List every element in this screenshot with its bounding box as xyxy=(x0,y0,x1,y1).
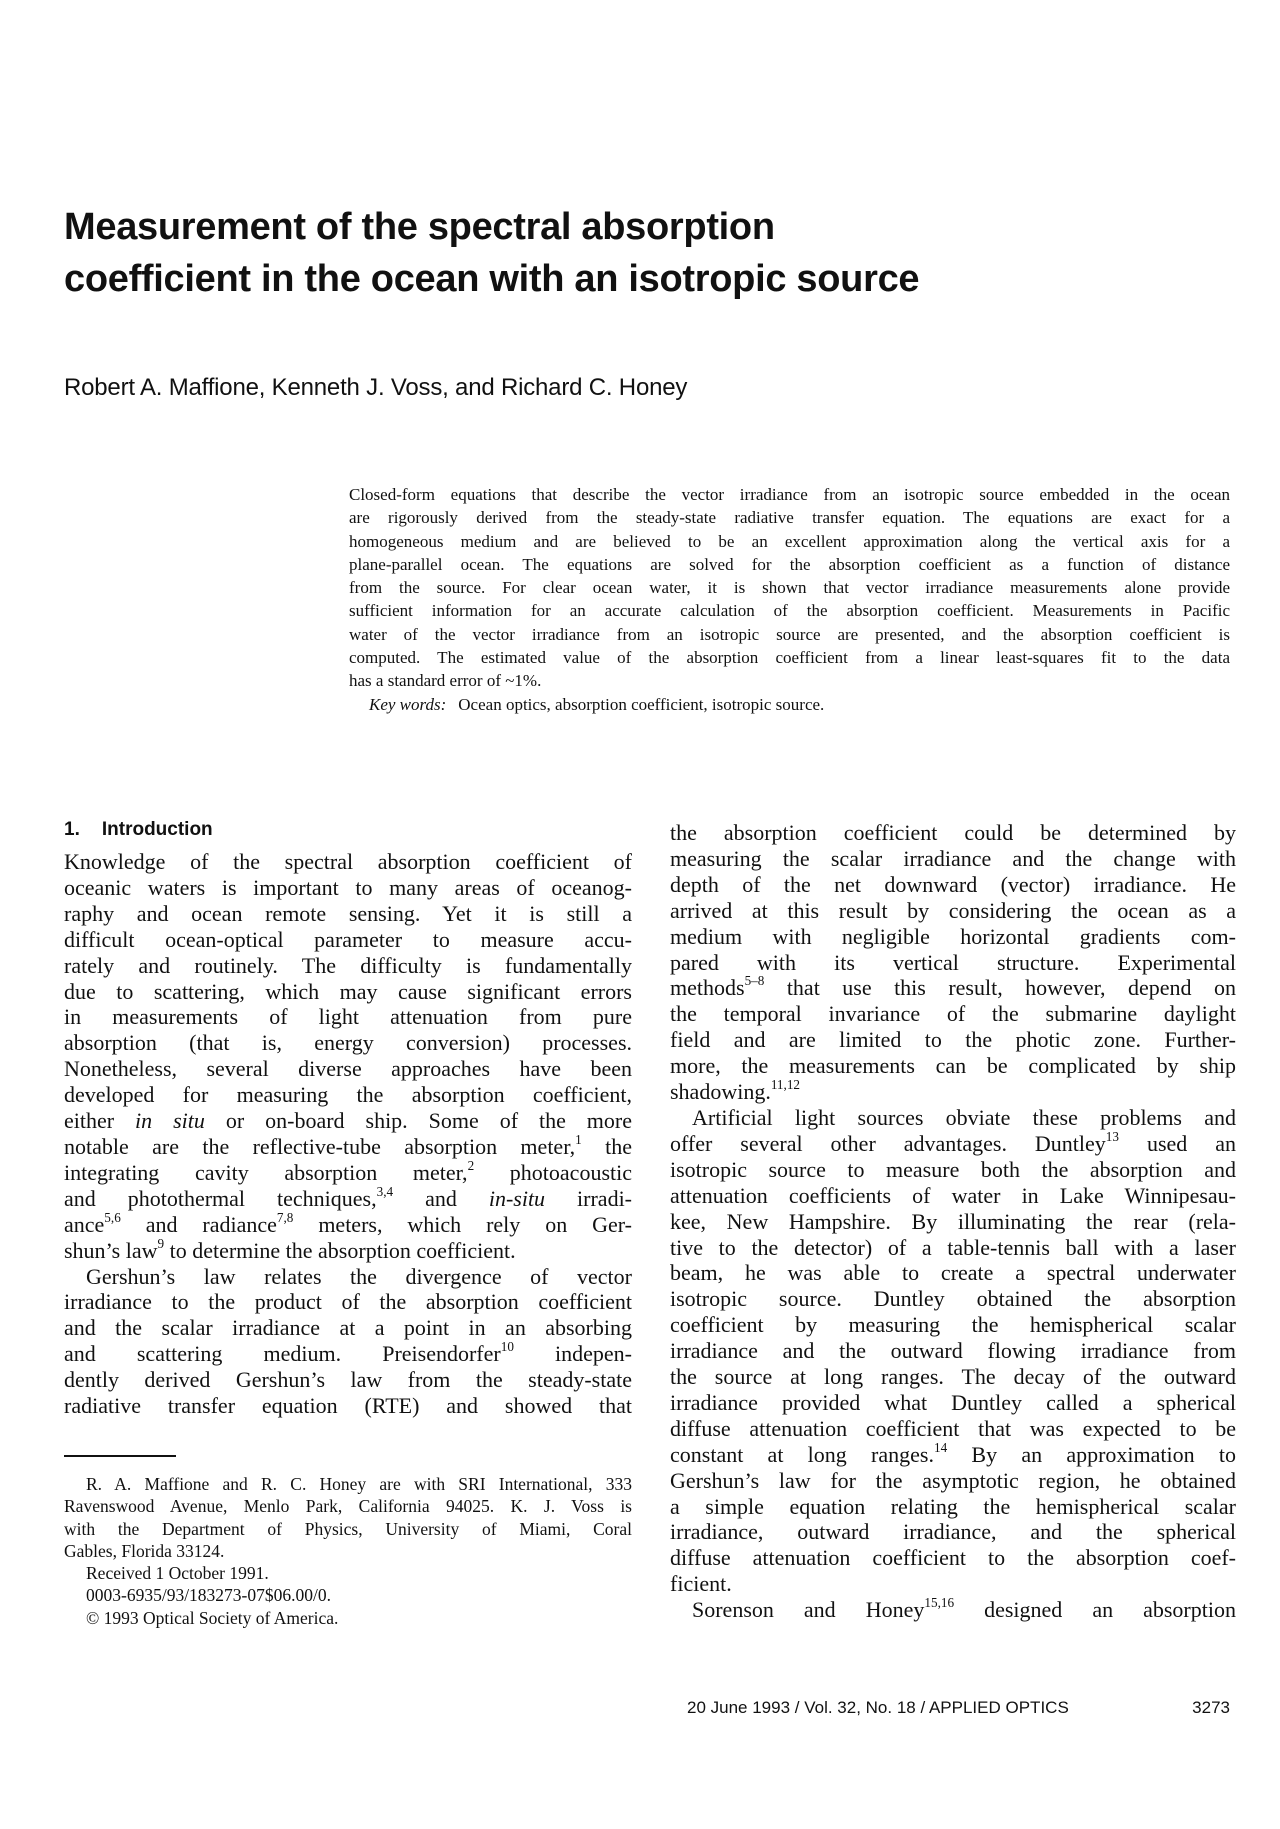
text-run: measuring the scalar irradiance and the change with xyxy=(670,845,1236,871)
text-run: medium with negligible horizontal gradients com- xyxy=(670,923,1236,949)
text-line xyxy=(670,1545,1236,1571)
text-run: or on-board ship. Some of the more xyxy=(204,1108,633,1134)
citation-superscript: 10 xyxy=(500,1339,514,1355)
text-line xyxy=(64,1004,632,1030)
text-run: Closed-form equations that describe the vector irradiance from an isotropic source embedded in the ocean xyxy=(349,485,1230,504)
text-run: the absorption coefficient could be determined by xyxy=(670,820,1236,845)
text-run: isotropic source to measure both the absorption and xyxy=(670,1156,1236,1182)
text-line xyxy=(349,576,1230,599)
page-footer xyxy=(687,1697,1230,1719)
text-run: Nonetheless, several diverse approaches have been xyxy=(64,1056,632,1082)
section-number: 1. xyxy=(64,819,80,840)
text-run: absorption (that is, energy conversion) processes. xyxy=(64,1030,632,1056)
text-line xyxy=(349,506,1230,529)
text-run: photoacoustic xyxy=(474,1159,632,1185)
italic-term: in situ xyxy=(135,1108,205,1134)
text-run: kee, New Hampshire. By illuminating the rear (rela- xyxy=(670,1208,1236,1234)
text-line xyxy=(670,1079,1236,1105)
title-line: coefficient in the ocean with an isotropic source xyxy=(64,258,920,300)
text-line xyxy=(64,1341,632,1367)
text-run: shadowing. xyxy=(670,1079,771,1105)
text-line xyxy=(64,1264,632,1290)
text-run: Gershun’s law for the asymptotic region, he obtained xyxy=(670,1467,1236,1493)
text-line xyxy=(670,1338,1236,1364)
text-run: notable are the reflective-tube absorption meter, xyxy=(64,1133,576,1159)
text-line xyxy=(64,1134,632,1160)
text-run: due to scattering, which may cause significant errors xyxy=(64,978,632,1004)
text-line xyxy=(670,1519,1236,1545)
text-run: the temporal invariance of the submarine daylight xyxy=(670,1001,1236,1027)
text-run: Ravenswood Avenue, Menlo Park, California 94025. K. J. Voss is xyxy=(64,1496,632,1517)
text-run: irradi- xyxy=(545,1185,633,1211)
page-number: 3273 xyxy=(1192,1698,1230,1717)
text-line xyxy=(349,646,1230,669)
text-run: arrived at this result by considering the ocean as a xyxy=(670,897,1236,923)
right-column-text xyxy=(670,820,1236,1623)
text-run: Received 1 October 1991. xyxy=(86,1563,269,1584)
text-run: ficient. xyxy=(670,1571,732,1597)
text-run: 0003-6935/93/183273-07$06.00/0. xyxy=(86,1585,331,1606)
left-column-text xyxy=(64,849,632,1419)
italic-term: in-situ xyxy=(488,1185,546,1211)
text-run: more, the measurements can be complicated by ship xyxy=(670,1053,1236,1079)
text-line xyxy=(670,1157,1236,1183)
abstract-body xyxy=(349,483,1230,693)
text-run: raphy and ocean remote sensing. Yet it is still a xyxy=(64,900,632,926)
text-run: meters, which rely on Ger- xyxy=(293,1211,632,1237)
text-line xyxy=(64,1289,632,1315)
text-run: has a standard error of ~1%. xyxy=(349,671,542,691)
text-run: Gershun’s law relates the divergence of vector xyxy=(86,1263,632,1289)
text-line xyxy=(670,1209,1236,1235)
text-line xyxy=(64,1235,632,1264)
text-run: diffuse attenuation coefficient to the absorption coef- xyxy=(670,1545,1236,1571)
text-run: from the source. For clear ocean water, it is shown that vector irradiance measurements alone provide xyxy=(349,578,1230,598)
text-line xyxy=(64,901,632,927)
text-run: shun’s law xyxy=(64,1237,158,1263)
text-line xyxy=(64,1209,632,1238)
abstract xyxy=(349,483,1230,716)
text-line xyxy=(670,1286,1236,1312)
text-run: pared with its vertical structure. Experimental xyxy=(670,949,1236,975)
text-line xyxy=(64,1030,632,1056)
journal-citation: 20 June 1993 / Vol. 32, No. 18 / APPLIED OPTICS xyxy=(687,1698,1069,1717)
text-line xyxy=(670,1183,1236,1209)
text-run: irradiance and the outward flowing irradiance from xyxy=(670,1338,1236,1364)
text-run: offer several other advantages. Duntley xyxy=(670,1130,1106,1156)
text-run: Sorenson and Honey xyxy=(692,1597,925,1623)
citation-superscript: 9 xyxy=(157,1235,165,1251)
text-run: isotropic source. Duntley obtained the absorption xyxy=(670,1286,1236,1312)
text-line xyxy=(349,483,1230,506)
text-line xyxy=(670,975,1236,1001)
citation-superscript: 5,6 xyxy=(104,1209,121,1225)
text-run: © 1993 Optical Society of America. xyxy=(86,1607,339,1628)
text-run: dently derived Gershun’s law from the steady-state xyxy=(64,1367,632,1393)
text-line xyxy=(670,1597,1236,1623)
text-line xyxy=(670,1312,1236,1338)
text-run: Artificial light sources obviate these problems and xyxy=(692,1104,1236,1130)
text-line xyxy=(64,1108,632,1134)
text-run: to determine the absorption coefficient. xyxy=(164,1237,516,1263)
text-line xyxy=(349,623,1230,646)
citation-superscript: 2 xyxy=(467,1157,475,1173)
text-run: used an xyxy=(1118,1130,1236,1156)
text-run: coefficient by measuring the hemispherical scalar xyxy=(670,1312,1236,1338)
citation-superscript: 13 xyxy=(1105,1128,1119,1144)
text-line xyxy=(64,875,632,901)
text-run: that use this result, however, depend on xyxy=(764,975,1236,1001)
text-run: the source at long ranges. The decay of the outward xyxy=(670,1364,1236,1390)
text-run: water of the vector irradiance from an isotropic source are presented, and the absorption coefficient is xyxy=(349,624,1230,644)
text-line xyxy=(670,1105,1236,1131)
text-run: irradiance provided what Duntley called a spherical xyxy=(670,1389,1236,1415)
text-run: attenuation coefficients of water in Lake Winnipesau- xyxy=(670,1182,1236,1208)
text-run: are rigorously derived from the steady-state radiative transfer equation. The equations are exact for a xyxy=(349,508,1230,528)
text-line xyxy=(64,1315,632,1341)
text-run: Knowledge of the spectral absorption coefficient of xyxy=(64,849,632,874)
text-line xyxy=(670,1439,1236,1468)
text-line xyxy=(64,849,632,875)
footnotes xyxy=(64,1473,632,1629)
text-line xyxy=(670,924,1236,950)
text-line xyxy=(670,1416,1236,1442)
text-line xyxy=(670,872,1236,898)
keywords-text: Ocean optics, absorption coefficient, isotropic source. xyxy=(458,694,825,714)
text-run: designed an absorption xyxy=(954,1597,1236,1623)
text-line xyxy=(670,950,1236,976)
citation-superscript: 11,12 xyxy=(770,1077,801,1093)
citation-superscript: 7,8 xyxy=(276,1209,294,1225)
text-line xyxy=(64,1540,632,1562)
text-run: tive to the detector) of a table-tennis ball with a laser xyxy=(670,1234,1236,1260)
text-run: R. A. Maffione and R. C. Honey are with SRI International, 333 xyxy=(86,1474,632,1494)
text-run: diffuse attenuation coefficient that was expected to be xyxy=(670,1415,1236,1441)
text-line xyxy=(64,1607,632,1629)
text-line xyxy=(670,1260,1236,1286)
text-line xyxy=(64,1393,632,1419)
text-run: the xyxy=(581,1133,632,1159)
text-run: irradiance to the product of the absorption coefficient xyxy=(64,1289,632,1315)
text-run: oceanic waters is important to many areas of oceanog- xyxy=(64,874,632,900)
text-run: sufficient information for an accurate calculation of the absorption coefficient. Measurements in Pacific xyxy=(349,601,1230,621)
keywords-label: Key words: xyxy=(369,694,447,714)
citation-superscript: 14 xyxy=(933,1439,948,1455)
text-line xyxy=(64,953,632,979)
text-line xyxy=(64,1562,632,1584)
text-run: and radiance xyxy=(120,1211,277,1237)
citation-superscript: 1 xyxy=(575,1132,582,1148)
text-line xyxy=(349,530,1230,553)
text-line xyxy=(670,1027,1236,1053)
text-line xyxy=(670,1571,1236,1597)
text-run: irradiance, outward irradiance, and the spherical xyxy=(670,1519,1236,1545)
keywords xyxy=(349,693,1230,716)
citation-superscript: 15,16 xyxy=(924,1595,955,1611)
text-line xyxy=(64,1518,632,1540)
text-run: depth of the net downward (vector) irradiance. He xyxy=(670,871,1236,897)
text-line xyxy=(670,1053,1236,1079)
text-run: methods xyxy=(670,975,745,1001)
text-line xyxy=(64,1495,632,1517)
citation-superscript: 3,4 xyxy=(376,1183,394,1199)
text-run: beam, he was able to create a spectral underwater xyxy=(670,1260,1236,1286)
text-line xyxy=(670,898,1236,924)
text-line xyxy=(64,1584,632,1606)
text-line xyxy=(64,1367,632,1393)
text-run: constant at long ranges. xyxy=(670,1441,934,1467)
text-run: computed. The estimated value of the absorption coefficient from a linear least-squares fit to the data xyxy=(349,648,1230,668)
text-run: homogeneous medium and are believed to be an excellent approximation along the vertical axis for a xyxy=(349,531,1230,551)
text-run: with the Department of Physics, University of Miami, Coral xyxy=(64,1518,632,1539)
text-run: field and are limited to the photic zone. Further- xyxy=(670,1027,1236,1053)
text-line xyxy=(670,820,1236,846)
text-run: and scattering medium. Preisendorfer xyxy=(64,1341,501,1367)
text-run: developed for measuring the absorption coefficient, xyxy=(64,1082,632,1108)
text-line xyxy=(670,1468,1236,1494)
text-run: By an approximation to xyxy=(947,1441,1236,1467)
author-list: Robert A. Maffione, Kenneth J. Voss, and Richard C. Honey xyxy=(64,374,688,401)
section-title: Introduction xyxy=(101,819,213,840)
text-run: indepen- xyxy=(513,1341,632,1367)
text-line xyxy=(64,1056,632,1082)
title-line: Measurement of the spectral absorption xyxy=(64,206,775,248)
text-run: rately and routinely. The difficulty is fundamentally xyxy=(64,952,632,978)
text-line xyxy=(670,846,1236,872)
text-line xyxy=(64,1157,632,1186)
text-run: ance xyxy=(64,1211,105,1237)
text-run: a simple equation relating the hemispherical scalar xyxy=(670,1493,1236,1519)
text-line xyxy=(64,979,632,1005)
text-line xyxy=(64,1183,633,1212)
text-line xyxy=(670,1128,1236,1157)
text-run: Gables, Florida 33124. xyxy=(64,1540,225,1561)
text-line xyxy=(670,1494,1236,1520)
text-line xyxy=(670,1235,1236,1261)
paper-title xyxy=(64,201,1064,305)
text-run: integrating cavity absorption meter, xyxy=(64,1159,468,1185)
text-line xyxy=(670,1390,1236,1416)
text-run: radiative transfer equation (RTE) and showed that xyxy=(64,1393,632,1419)
text-line xyxy=(349,599,1230,622)
text-line xyxy=(64,1473,632,1495)
text-line xyxy=(670,1001,1236,1027)
footnote-rule xyxy=(64,1455,176,1457)
text-run: either xyxy=(64,1108,136,1134)
text-run: plane-parallel ocean. The equations are solved for the absorption coefficient as a function of distance xyxy=(349,554,1230,574)
section-heading xyxy=(64,818,213,842)
text-run: and the scalar irradiance at a point in an absorbing xyxy=(64,1315,632,1341)
text-line xyxy=(349,553,1230,576)
text-run: in measurements of light attenuation from pure xyxy=(64,1004,632,1030)
citation-superscript: 5–8 xyxy=(744,973,765,989)
text-run: and xyxy=(393,1185,489,1211)
text-run: difficult ocean-optical parameter to measure accu- xyxy=(64,926,632,952)
text-line xyxy=(349,669,1230,692)
text-line xyxy=(670,1364,1236,1390)
text-line xyxy=(64,927,632,953)
text-run: and photothermal techniques, xyxy=(64,1185,377,1211)
text-line xyxy=(64,1082,632,1108)
